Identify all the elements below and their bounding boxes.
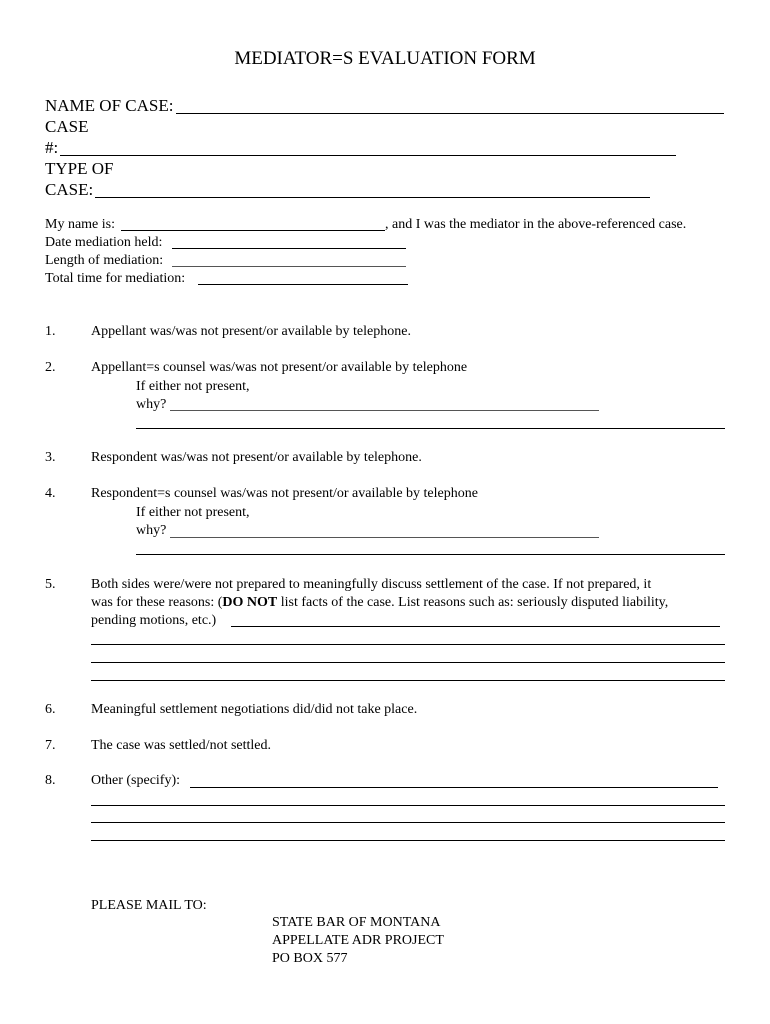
date-held-field[interactable] <box>172 248 406 249</box>
why-field-continuation[interactable] <box>136 428 725 429</box>
item-text-line2-post: list facts of the case. List reasons such as: seriously disputed liability, <box>277 595 669 610</box>
item-number: 8. <box>45 773 56 788</box>
item-number: 4. <box>45 486 56 501</box>
item-text: The case was settled/not settled. <box>91 738 271 753</box>
name-of-case-label: NAME OF CASE: <box>45 96 174 115</box>
why-field-continuation[interactable] <box>136 554 725 555</box>
mediator-statement: , and I was the mediator in the above-referenced case. <box>385 217 687 232</box>
item-why-label: why? <box>136 397 167 412</box>
item-text-line2 <box>91 594 668 611</box>
mediator-name-field[interactable] <box>121 230 385 231</box>
reasons-field-line[interactable] <box>91 680 725 681</box>
item-text: Appellant was/was not present/or available by telephone. <box>91 324 411 339</box>
name-of-case-field[interactable] <box>176 113 724 114</box>
item-number: 6. <box>45 702 56 717</box>
item-text: Other (specify): <box>91 773 181 788</box>
other-field-line[interactable] <box>91 822 725 823</box>
case-number-field[interactable] <box>60 155 676 156</box>
case-number-label-line2: #: <box>45 138 59 157</box>
date-held-label: Date mediation held: <box>45 235 163 250</box>
length-label: Length of mediation: <box>45 253 164 268</box>
item-text-line2-pre: was for these reasons: ( <box>91 595 223 610</box>
other-field-line[interactable] <box>91 840 725 841</box>
length-field[interactable] <box>172 266 406 267</box>
reasons-field[interactable] <box>231 626 720 627</box>
item-text: Respondent was/was not present/or available by telephone. <box>91 450 422 465</box>
item-text: Meaningful settlement negotiations did/did not take place. <box>91 702 418 717</box>
total-time-field[interactable] <box>198 284 408 285</box>
address-line2: APPELLATE ADR PROJECT <box>272 933 444 948</box>
address-line1: STATE BAR OF MONTANA <box>272 915 441 930</box>
item-subtext: If either not present, <box>136 379 250 394</box>
reasons-field-line[interactable] <box>91 662 725 663</box>
item-number: 3. <box>45 450 56 465</box>
mail-to-label: PLEASE MAIL TO: <box>91 898 207 913</box>
other-field[interactable] <box>190 787 718 788</box>
why-field[interactable] <box>170 410 599 411</box>
item-number: 2. <box>45 360 56 375</box>
my-name-label: My name is: <box>45 217 115 232</box>
item-text-line3: pending motions, etc.) <box>91 613 217 628</box>
type-of-case-label-line2: CASE: <box>45 180 94 199</box>
total-time-label: Total time for mediation: <box>45 271 186 286</box>
case-number-label-line1: CASE <box>45 117 89 136</box>
other-field-line[interactable] <box>91 805 725 806</box>
do-not-emphasis: DO NOT <box>222 595 278 610</box>
item-number: 5. <box>45 577 56 592</box>
why-field[interactable] <box>170 537 599 538</box>
reasons-field-line[interactable] <box>91 644 725 645</box>
item-text: Respondent=s counsel was/was not present/or available by telephone <box>91 486 478 501</box>
item-number: 7. <box>45 738 56 753</box>
type-of-case-field[interactable] <box>95 197 650 198</box>
form-title: MEDIATOR=S EVALUATION FORM <box>234 48 536 69</box>
item-text-line1: Both sides were/were not prepared to meaningfully discuss settlement of the case. If not prepared, it <box>91 577 652 592</box>
address-line3: PO BOX 577 <box>272 951 348 966</box>
item-why-label: why? <box>136 523 167 538</box>
item-number: 1. <box>45 324 56 339</box>
item-subtext: If either not present, <box>136 505 250 520</box>
type-of-case-label-line1: TYPE OF <box>45 159 114 178</box>
item-text: Appellant=s counsel was/was not present/or available by telephone <box>91 360 468 375</box>
